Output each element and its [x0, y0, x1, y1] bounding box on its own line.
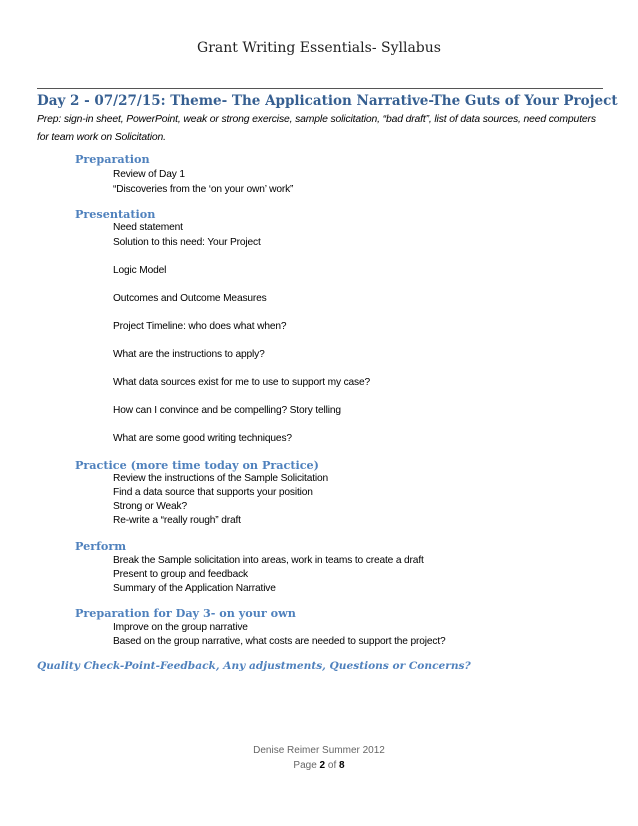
- page-total: 8: [339, 760, 345, 771]
- page-number: 2: [319, 760, 326, 771]
- section-presentation-title: Presentation: [75, 207, 156, 221]
- section-day3-title: Preparation for Day 3- on your own: [75, 606, 296, 620]
- list-item: Improve on the group narrative: [113, 622, 248, 633]
- list-item: Review the instructions of the Sample Solicitation: [113, 473, 329, 484]
- list-item: Review of Day 1: [113, 169, 185, 180]
- prep-notes: Prep: sign-in sheet, PowerPoint, weak or strong exercise, sample solicitation, “bad draft”, list of data sources, need computers for team work on Solicitation.: [37, 114, 596, 143]
- list-item: Project Timeline: who does what when?: [113, 321, 287, 332]
- page-header-title: Grant Writing Essentials- Syllabus: [197, 40, 441, 56]
- list-item: How can I convince and be compelling? Story telling: [113, 405, 341, 416]
- footer-page: [0, 760, 638, 771]
- section-perform-title: Perform: [75, 539, 127, 553]
- section-preparation-title: Preparation: [75, 152, 150, 166]
- header-rule: [37, 88, 603, 89]
- list-item: What data sources exist for me to use to support my case?: [113, 377, 371, 388]
- list-item: “Discoveries from the ‘on your own’ work”: [113, 184, 294, 195]
- list-item: Find a data source that supports your position: [113, 487, 313, 498]
- day-heading: Day 2 - 07/27/15: Theme- The Application Narrative-The Guts of Your Project: [37, 93, 618, 109]
- list-item: Need statement: [113, 222, 183, 233]
- list-item: Present to group and feedback: [113, 569, 248, 580]
- of-label: of: [327, 760, 337, 771]
- list-item: What are the instructions to apply?: [113, 349, 265, 360]
- list-item: Break the Sample solicitation into areas, work in teams to create a draft: [113, 555, 424, 566]
- list-item: Strong or Weak?: [113, 501, 188, 512]
- footer-author: Denise Reimer Summer 2012: [253, 745, 385, 756]
- quality-checkpoint: Quality Check-Point-Feedback, Any adjustments, Questions or Concerns?: [37, 660, 471, 672]
- list-item: Summary of the Application Narrative: [113, 583, 276, 594]
- list-item: What are some good writing techniques?: [113, 433, 292, 444]
- page-label: Page: [293, 760, 317, 771]
- list-item: Based on the group narrative, what costs are needed to support the project?: [113, 636, 446, 647]
- list-item: Logic Model: [113, 265, 167, 276]
- list-item: Outcomes and Outcome Measures: [113, 293, 267, 304]
- section-practice-title: Practice (more time today on Practice): [75, 458, 319, 472]
- list-item: Re-write a “really rough” draft: [113, 515, 241, 526]
- list-item: Solution to this need: Your Project: [113, 237, 261, 248]
